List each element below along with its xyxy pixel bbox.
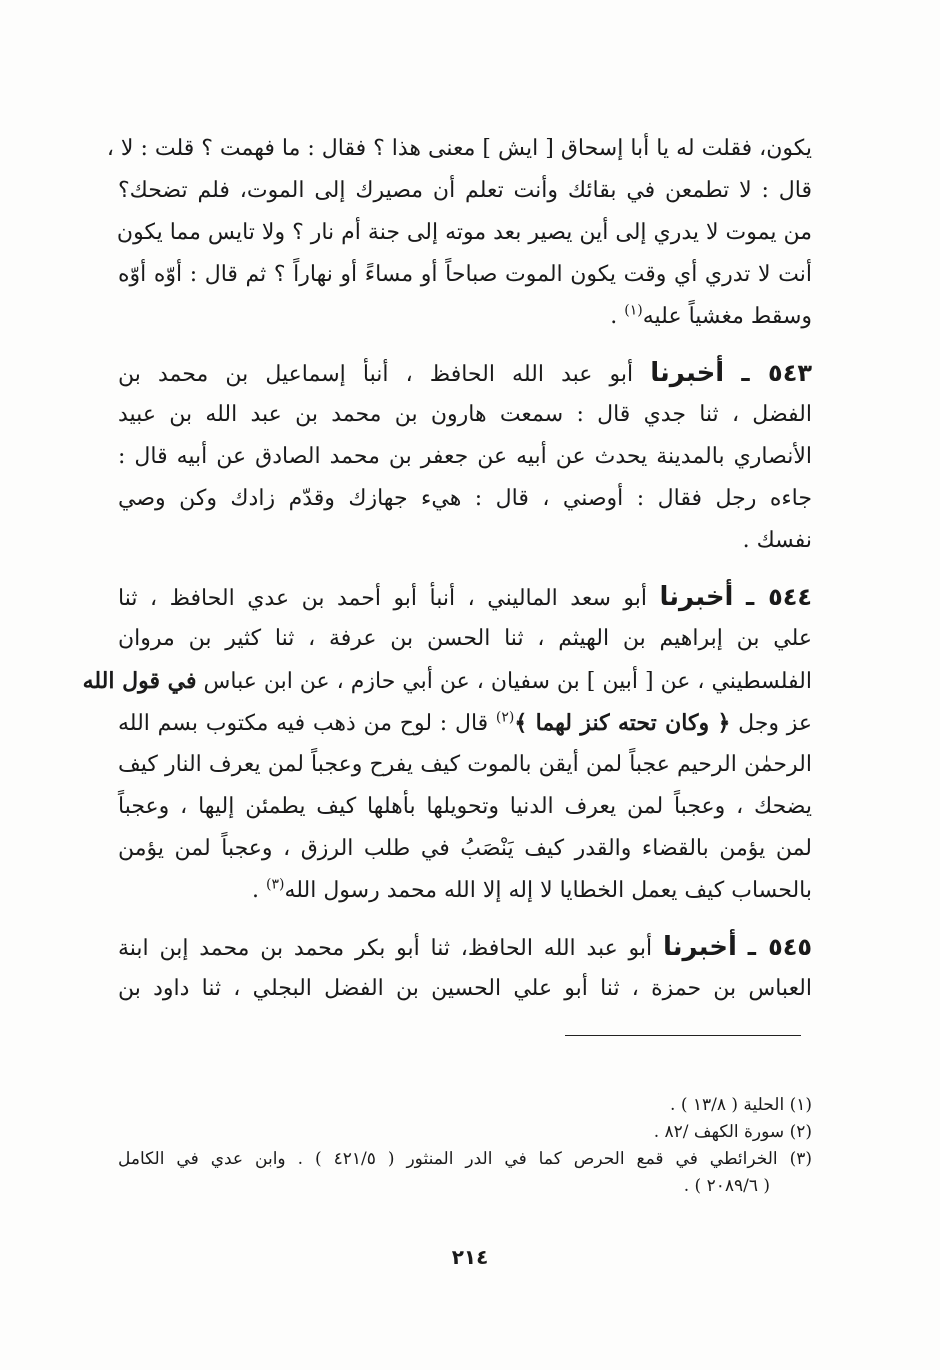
footnote-ref-3: (٣) — [265, 876, 285, 893]
hadith-544-line-7: لمن يؤمن بالقضاء والقدر كيف يَنْصَبُ في طلب الرزق ، وعجباً لمن يؤمن — [118, 836, 812, 861]
hadith-544-line-3 — [82, 660, 812, 702]
hadith-text: بالحساب كيف يعمل الخطايا لا إله إلا الله محمد رسول الله — [284, 878, 812, 903]
footnote-3: (٣) الخرائطي في قمع الحرص كما في الدر المنثور ( ٤٢١/٥ ) . وابن عدي في الكامل — [118, 1149, 813, 1169]
quran-quote: ﴿ وكان تحته كنز لهما ﴾ — [514, 710, 731, 736]
hadith-545-line-2: العباس بن حمزة ، ثنا أبو علي الحسين بن الفضل البجلي ، ثنا داود بن — [118, 976, 812, 1001]
hadith-text: الفلسطيني ، عن [ أبين ] بن سفيان ، عن أبي حازم ، عن ابن عباس — [196, 669, 812, 694]
body-line: من يموت لا يدري إلى أين يصير بعد موته إلى جنة أم نار ؟ ولا تايس مما يكون — [116, 220, 812, 245]
hadith-544-line-5: الرحمٰن الرحيم عجباً لمن أيقن بالموت كيف يفرح وعجباً لمن يعرف النار كيف — [118, 752, 812, 777]
hadith-543-line-3: الأنصاري بالمدينة يحدث عن أبيه عن جعفر بن محمد الصادق عن أبيه قال : — [118, 444, 812, 469]
hadith-number: ٥٤٥ ـ — [747, 933, 813, 961]
hadith-text: عز وجل — [730, 711, 813, 736]
page-number: ٢١٤ — [451, 1245, 489, 1269]
footnote-1: (١) الحلية ( ١٣/٨ ) . — [670, 1095, 812, 1115]
hadith-text: قال : لوح من ذهب فيه مكتوب بسم الله — [118, 711, 496, 736]
body-line: قال : لا تطمعن في بقائك وأنت تعلم أن مصيرك إلى الموت، فلم تضحك؟ — [118, 178, 812, 203]
body-line: أنت لا تدري أي وقت يكون الموت صباحاً أو مساءً أو نهاراً ؟ ثم قال : أوّه أوّه — [118, 262, 812, 287]
hadith-544-line-6: يضحك ، وعجباً لمن يعرف الدنيا وتحويلها بأهلها كيف يطمئن إليها ، وعجباً — [118, 794, 812, 819]
body-line-text: وسقط مغشياً عليه — [642, 304, 812, 329]
footnote-separator — [565, 1035, 801, 1036]
footnote-2: (٢) سورة الكهف /٨٢ . — [653, 1122, 812, 1142]
hadith-544-line-8 — [118, 870, 812, 912]
hadith-text-end: . — [251, 878, 266, 903]
hadith-keyword: أخبرنا — [662, 932, 737, 962]
footnotes — [118, 1092, 812, 1200]
hadith-text: أبو عبد الله الحافظ ، أنبأ إسماعيل بن محمد بن — [118, 362, 651, 387]
hadith-544-line-1 — [118, 576, 812, 618]
hadith-number: ٥٤٤ ـ — [745, 583, 813, 611]
hadith-keyword: أخبرنا — [650, 358, 725, 388]
hadith-543-line-5: نفسك . — [742, 528, 812, 553]
hadith-text: أبو سعد الماليني ، أنبأ أبو أحمد بن عدي الحافظ ، ثنا — [118, 586, 660, 611]
body-line: يكون، فقلت له يا أبا إسحاق [ ايش ] معنى هذا ؟ فقال : ما فهمت ؟ قلت : لا ، — [106, 136, 812, 161]
body-line-final — [118, 296, 812, 338]
hadith-keyword: أخبرنا — [659, 582, 734, 612]
body-line-end: . — [610, 304, 625, 329]
footnote-3-continuation: ( ٢٠٨٩/٦ ) . — [683, 1176, 770, 1196]
hadith-text-bold: في قول الله — [82, 668, 197, 694]
main-text — [82, 128, 813, 1010]
hadith-545-line-1 — [118, 926, 812, 968]
hadith-543-line-1 — [118, 352, 812, 394]
footnote-ref-1: (١) — [624, 302, 643, 319]
hadith-text: أبو عبد الله الحافظ، ثنا أبو بكر محمد بن محمد إبن ابنة — [118, 936, 663, 961]
hadith-543-line-2: الفضل ، ثنا جدي قال : سمعت هارون بن محمد بن عبد الله بن عبيد — [118, 402, 812, 427]
footnote-ref-2: (٢) — [495, 709, 515, 726]
hadith-544-line-2: علي بن إبراهيم بن الهيثم ، ثنا الحسن بن عرفة ، ثنا كثير بن مروان — [118, 626, 812, 651]
hadith-544-line-4 — [118, 702, 812, 744]
hadith-543-line-4: جاءه رجل فقال : أوصني ، قال : هيء جهازك وقدّم زادك وكن وصي — [118, 486, 812, 511]
hadith-number: ٥٤٣ ـ — [741, 359, 812, 387]
